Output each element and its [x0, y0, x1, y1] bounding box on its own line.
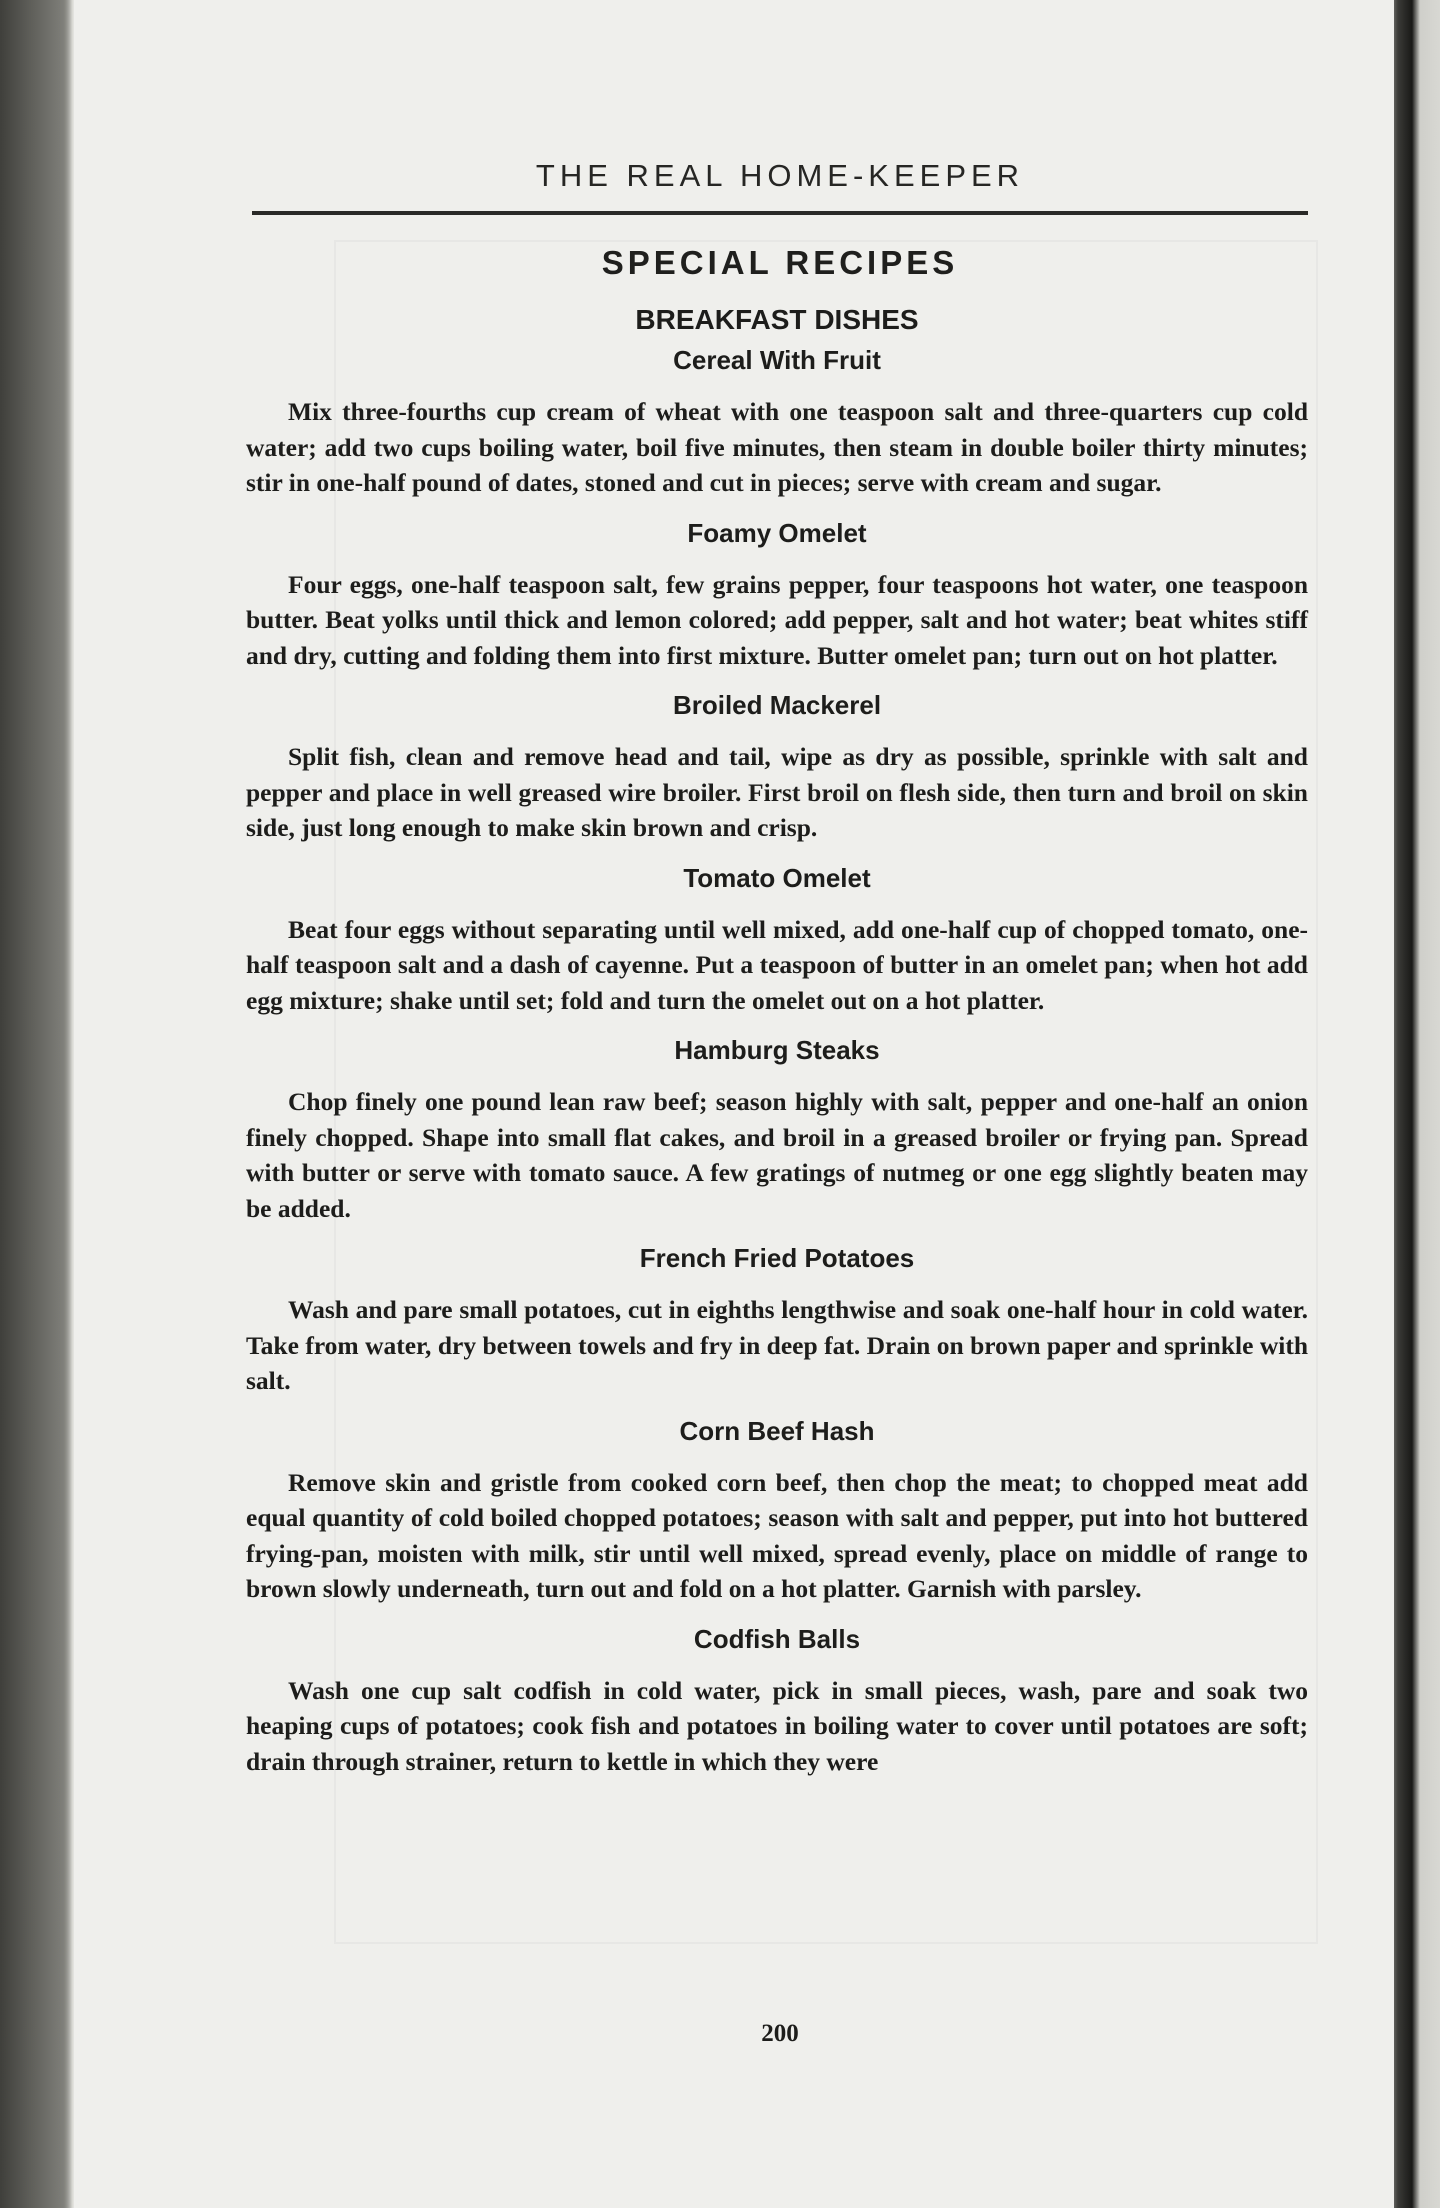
recipe-content	[246, 300, 1308, 1791]
recipe-title: Tomato Omelet	[683, 862, 871, 893]
running-head: THE REAL HOME-KEEPER	[535, 158, 1025, 193]
recipe-body: Split fish, clean and remove head and tail, wipe as dry as possible, sprinkle with salt and pepper and place in well greased wire broiler. First broil on flesh side, then turn and broil on skin side, just long enough to make skin brown and crisp.	[246, 742, 1308, 842]
recipe	[246, 1238, 1308, 1399]
recipe-body: Wash one cup salt codfish in cold water, pick in small pieces, wash, pare and soak two heaping cups of potatoes; cook fish and potatoes in boiling water to cover until potatoes are soft; drain through strainer, return to kettle in which they were	[246, 1675, 1308, 1776]
recipe	[246, 685, 1308, 846]
recipe	[246, 858, 1308, 1019]
recipe-title: Hamburg Steaks	[674, 1035, 880, 1065]
recipe-body: Chop finely one pound lean raw beef; season highly with salt, pepper and one-half an onion finely chopped. Shape into small flat cakes, and broil in a greased broiler or frying pan. Spread with butter or serve with tomato sauce. A few gratings of nutmeg or one egg slightly beaten may be added.	[246, 1087, 1308, 1223]
recipe	[246, 1619, 1308, 1780]
recipe	[246, 1030, 1308, 1226]
recipe-title: Codfish Balls	[693, 1623, 861, 1654]
section-title: SPECIAL RECIPES	[601, 244, 959, 281]
subsection-title: BREAKFAST DISHES	[635, 304, 919, 335]
recipe-title: Foamy Omelet	[687, 517, 867, 548]
recipe-title: French Fried Potatoes	[639, 1243, 915, 1273]
recipe-body: Mix three-fourths cup cream of wheat with one teaspoon salt and three-quarters cup cold water; add two cups boiling water, boil five minutes, then steam in double boiler thirty minutes; stir in one-half pound of dates, stoned and cut in pieces; serve with cream and sugar.	[246, 397, 1308, 497]
recipe	[246, 513, 1308, 674]
header-rule	[252, 211, 1308, 215]
recipe	[246, 1411, 1308, 1607]
book-spine-shadow	[0, 0, 72, 2208]
recipe	[246, 340, 1308, 501]
recipe-body: Beat four eggs without separating until well mixed, add one-half cup of chopped tomato, one-half teaspoon salt and a dash of cayenne. Put a teaspoon of butter in an omelet pan; when hot add egg mixture; shake until set; fold and turn the omelet out on a hot platter.	[246, 914, 1308, 1015]
recipe-title: Broiled Mackerel	[672, 690, 882, 720]
recipe-body: Remove skin and gristle from cooked corn beef, then chop the meat; to chopped meat add equal quantity of cold boiled chopped potatoes; season with salt and pepper, put into hot buttered frying-pan, moisten with milk, stir until well mixed, spread evenly, place on middle of range to brown slowly underneath, turn out and fold on a hot platter. Garnish with parsley.	[246, 1467, 1308, 1603]
page-number: 200	[761, 2020, 799, 2047]
recipe-body: Four eggs, one-half teaspoon salt, few grains pepper, four teaspoons hot water, one teaspoon butter. Beat yolks until thick and lemon colored; add pepper, salt and hot water; beat whites stiff and dry, cutting and folding them into first mixture. Butter omelet pan; turn out on hot platter.	[246, 569, 1308, 670]
recipe-body: Wash and pare small potatoes, cut in eighths lengthwise and soak one-half hour in cold water. Take from water, dry between towels and fry in deep fat. Drain on brown paper and sprinkle with salt.	[246, 1295, 1308, 1395]
recipe-title: Corn Beef Hash	[679, 1415, 875, 1446]
recipe-title: Cereal With Fruit	[673, 345, 881, 375]
book-page	[74, 0, 1394, 2208]
